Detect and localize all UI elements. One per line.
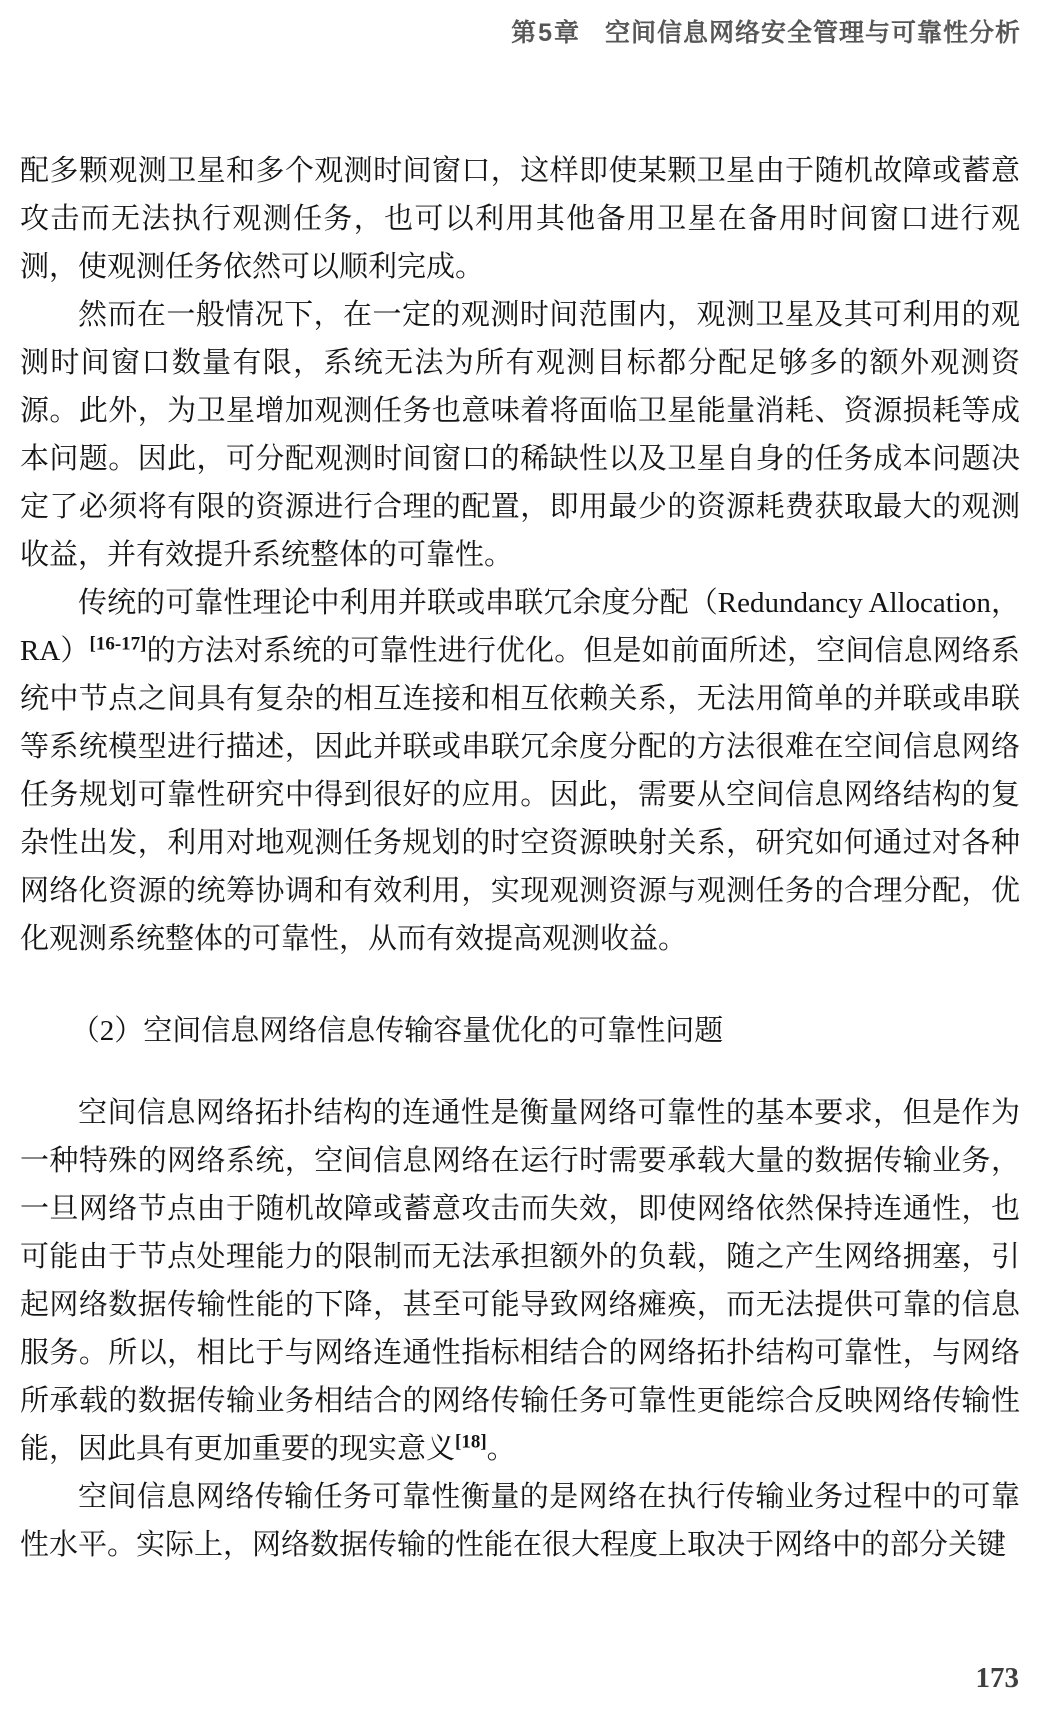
citation-ref-16-17: [16-17] [89, 633, 147, 655]
citation-ref-18: [18] [455, 1431, 487, 1453]
paragraph-redundancy-allocation [20, 579, 1020, 963]
paragraph-observation-resources: 然而在一般情况下，在一定的观测时间范围内，观测卫星及其可利用的观测时间窗口数量有限，系统无法为所有观测目标都分配足够多的额外观测资源。此外，为卫星增加观测任务也意味着将面临卫星能量消耗、资源损耗等成本问题。因此，可分配观测时间窗口的稀缺性以及卫星自身的任务成本问题决定了必须将有限的资源进行合理的配置，即用最少的资源耗费获取最大的观测收益，并有效提升系统整体的可靠性。 [20, 299, 1020, 571]
paragraph-text-segment: 空间信息网络拓扑结构的连通性是衡量网络可靠性的基本要求，但是作为一种特殊的网络系统，空间信息网络在运行时需要承载大量的数据传输业务，一旦网络节点由于随机故障或蓄意攻击而失效，即使网络依然保持连通性，也可能由于节点处理能力的限制而无法承担额外的负载，随之产生网络拥塞，引起网络数据传输性能的下降，甚至可能导致网络瘫痪，而无法提供可靠的信息服务。所以，相比于与网络连通性指标相结合的网络拓扑结构可靠性，与网络所承载的数据传输业务相结合的网络传输任务可靠性更能综合反映网络传输性能，因此具有更加重要的现实意义 [20, 1097, 1020, 1465]
chapter-label: 第5章 [511, 19, 581, 47]
paragraph-transmission-reliability: 空间信息网络传输任务可靠性衡量的是网络在执行传输业务过程中的可靠性水平。实际上，网络数据传输的性能在很大程度上取决于网络中的部分关键 [20, 1481, 1020, 1561]
chapter-title: 空间信息网络安全管理与可靠性分析 [604, 19, 1021, 47]
paragraph-text-segment: 的方法对系统的可靠性进行优化。但是如前面所述，空间信息网络系统中节点之间具有复杂的相互连接和相互依赖关系，无法用简单的并联或串联等系统模型进行描述，因此并联或串联冗余度分配的方法很难在空间信息网络任务规划可靠性研究中得到很好的应用。因此，需要从空间信息网络结构的复杂性出发，利用对地观测任务规划的时空资源映射关系，研究如何通过对各种网络化资源的统筹协调和有效利用，实现观测资源与观测任务的合理分配，优化观测系统整体的可靠性，从而有效提高观测收益。 [20, 635, 1020, 955]
page-body [20, 147, 1020, 1569]
paragraph-topology-connectivity [20, 1089, 1020, 1473]
paragraph-continuation: 配多颗观测卫星和多个观测时间窗口，这样即使某颗卫星由于随机故障或蓄意攻击而无法执行观测任务，也可以利用其他备用卫星在备用时间窗口进行观测，使观测任务依然可以顺利完成。 [20, 155, 1020, 283]
subheading-transmission-capacity: （2）空间信息网络信息传输容量优化的可靠性问题 [70, 1015, 724, 1047]
paragraph-text-segment: 。 [486, 1433, 516, 1465]
paragraph-text-segment: 传统的可靠性理论中利用并联或串联冗余度分配（Redundancy Allocation，RA） [20, 587, 1020, 667]
page-number: 173 [975, 1662, 1019, 1694]
page-header [511, 18, 1021, 48]
